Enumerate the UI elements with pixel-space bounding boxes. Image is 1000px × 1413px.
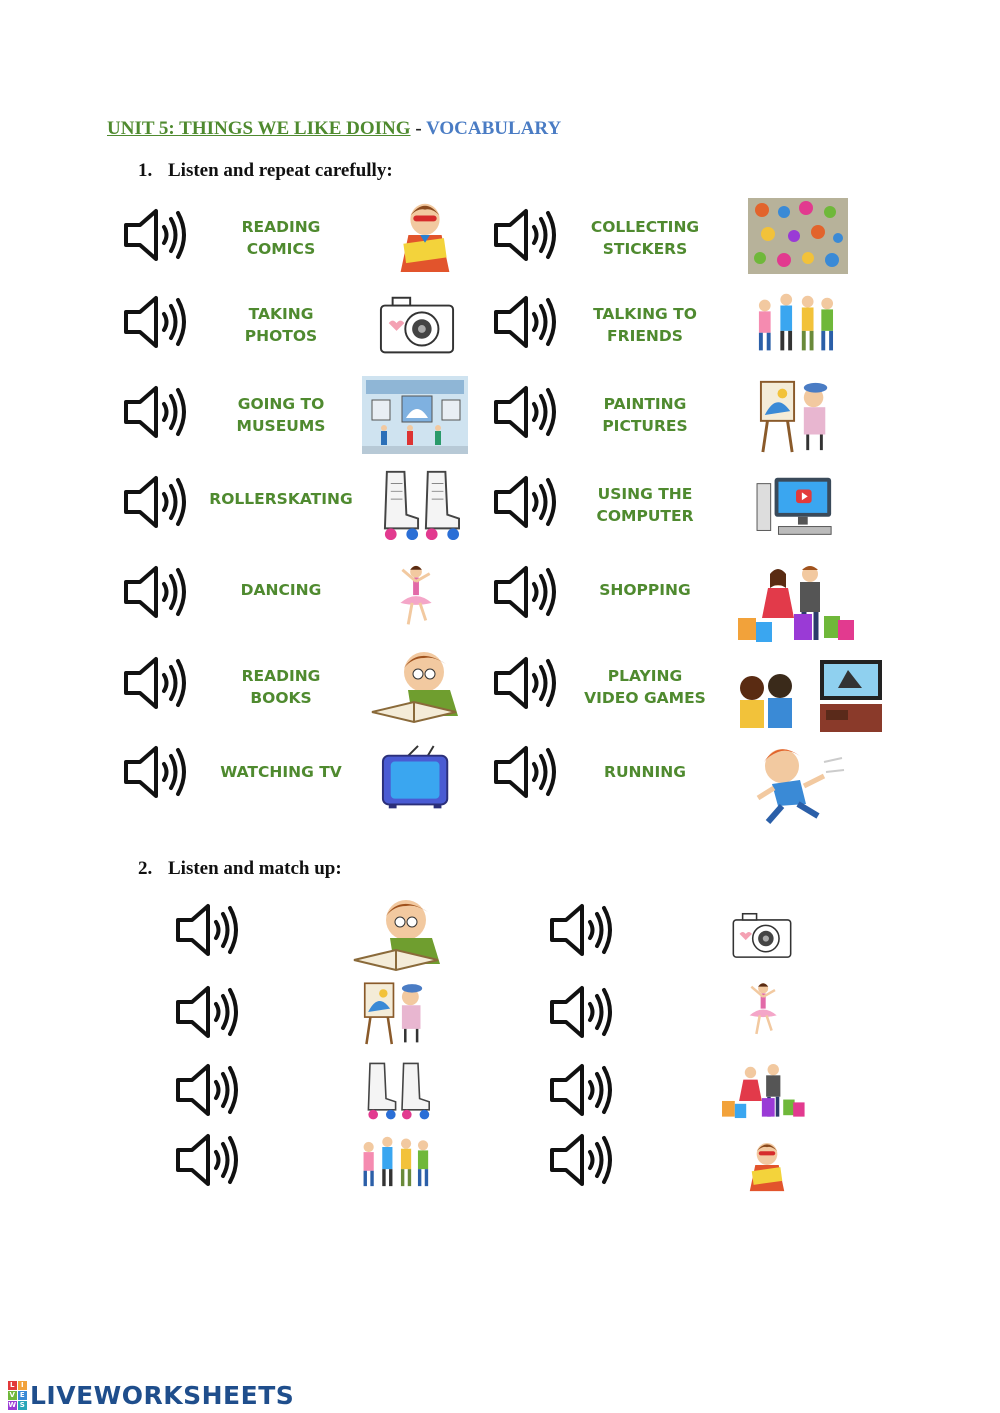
worksheet-title (107, 118, 561, 140)
museum-picture (362, 376, 468, 454)
label-line-2: FRIENDS (607, 327, 683, 345)
label-line-1: SHOPPING (599, 581, 691, 599)
title-vocabulary: VOCABULARY (426, 118, 562, 139)
section-2-heading (138, 858, 342, 880)
speaker-icon (490, 740, 558, 804)
speaker-icon (120, 380, 188, 444)
tv-picture (374, 744, 464, 827)
speaker-button[interactable] (120, 651, 188, 720)
speaker-button[interactable] (172, 1128, 240, 1197)
speaker-icon (120, 651, 188, 715)
speaker-button[interactable] (490, 380, 558, 449)
vocab-label (206, 568, 356, 612)
section-1-text: Listen and repeat carefully: (168, 160, 393, 181)
speaker-button[interactable] (490, 740, 558, 809)
match-picture-reading-comics[interactable] (736, 1128, 798, 1202)
vocab-label (570, 297, 720, 353)
label-line-1: GOING TO (237, 395, 325, 413)
speaker-icon (120, 740, 188, 804)
speaker-button[interactable] (546, 1128, 614, 1197)
speaker-icon (172, 1058, 240, 1122)
speaker-icon (490, 651, 558, 715)
vocab-label (570, 568, 720, 612)
label-line-2: BOOKS (250, 689, 312, 707)
speaker-icon (546, 1128, 614, 1192)
label-line-2: PICTURES (602, 417, 688, 435)
computer-picture (752, 470, 842, 553)
speaker-icon (546, 898, 614, 962)
shopping-picture (738, 564, 856, 644)
vocab-label (570, 477, 720, 533)
camera-picture (372, 288, 462, 371)
painting-picture (752, 376, 842, 459)
label-line-2: STICKERS (602, 240, 688, 258)
speaker-icon (120, 203, 188, 267)
speaker-icon (490, 380, 558, 444)
vocab-label (570, 659, 720, 715)
speaker-button[interactable] (120, 380, 188, 449)
match-picture-reading-books[interactable] (350, 894, 446, 974)
label-line-1: PAINTING (603, 395, 687, 413)
video-games-picture (738, 658, 884, 732)
label-line-1: ROLLERSKATING (209, 490, 353, 508)
stickers-picture (748, 198, 848, 274)
speaker-button[interactable] (490, 651, 558, 720)
vocab-label (570, 750, 720, 794)
section-2-number: 2. (138, 858, 153, 879)
label-line-2: PHOTOS (244, 327, 318, 345)
speaker-button[interactable] (490, 470, 558, 539)
label-line-2: COMICS (246, 240, 316, 258)
speaker-button[interactable] (490, 203, 558, 272)
speaker-button[interactable] (172, 898, 240, 967)
speaker-icon (172, 980, 240, 1044)
speaker-button[interactable] (490, 290, 558, 359)
vocab-label (570, 387, 720, 443)
vocab-label (570, 210, 720, 266)
label-line-1: DANCING (240, 581, 322, 599)
speaker-icon (490, 290, 558, 354)
speaker-button[interactable] (546, 898, 614, 967)
match-picture-painting[interactable] (358, 976, 434, 1048)
speaker-button[interactable] (172, 1058, 240, 1127)
logo-mark: L I V E W S (8, 1381, 26, 1409)
label-line-1: USING THE (597, 485, 693, 503)
speaker-button[interactable] (172, 980, 240, 1049)
rollerskates-picture (376, 464, 466, 547)
speaker-icon (120, 470, 188, 534)
vocab-label (206, 210, 356, 266)
match-picture-rollerskates[interactable] (362, 1056, 434, 1122)
speaker-button[interactable] (120, 470, 188, 539)
reading-books-picture (368, 646, 464, 726)
section-1-heading (138, 160, 393, 182)
speaker-icon (172, 898, 240, 962)
title-separator: - (415, 118, 422, 139)
speaker-icon (546, 980, 614, 1044)
speaker-button[interactable] (120, 290, 188, 359)
label-line-2: COMPUTER (596, 507, 694, 525)
vocab-label (206, 387, 356, 443)
section-2-text: Listen and match up: (168, 858, 342, 879)
label-line-1: COLLECTING (590, 218, 700, 236)
vocab-label (206, 750, 356, 794)
match-picture-friends[interactable] (352, 1130, 438, 1198)
speaker-icon (120, 560, 188, 624)
label-line-1: READING (241, 218, 321, 236)
speaker-button[interactable] (120, 740, 188, 809)
label-line-1: TAKING (248, 305, 314, 323)
speaker-icon (546, 1058, 614, 1122)
match-picture-camera[interactable] (722, 906, 802, 968)
speaker-button[interactable] (120, 560, 188, 629)
speaker-button[interactable] (490, 560, 558, 629)
label-line-2: MUSEUMS (236, 417, 326, 435)
label-line-1: WATCHING TV (220, 763, 342, 781)
vocab-label (206, 659, 356, 715)
label-line-1: TALKING TO (593, 305, 697, 323)
match-picture-dancer[interactable] (726, 976, 802, 1048)
section-1-number: 1. (138, 160, 153, 181)
match-picture-shopping[interactable] (722, 1062, 806, 1120)
reading-comics-picture (380, 196, 470, 279)
label-line-2: VIDEO GAMES (584, 689, 706, 707)
liveworksheets-logo (8, 1381, 294, 1410)
label-line-1: RUNNING (604, 763, 686, 781)
speaker-icon (490, 203, 558, 267)
logo-text: LIVEWORKSHEETS (30, 1381, 295, 1410)
speaker-icon (490, 470, 558, 534)
vocab-label (206, 477, 356, 521)
speaker-button[interactable] (120, 203, 188, 272)
speaker-button[interactable] (546, 980, 614, 1049)
label-line-1: READING (241, 667, 321, 685)
speaker-button[interactable] (546, 1058, 614, 1127)
friends-picture (750, 286, 840, 369)
label-line-1: PLAYING (607, 667, 683, 685)
running-picture (748, 742, 846, 828)
speaker-icon (490, 560, 558, 624)
title-unit: UNIT 5: THINGS WE LIKE DOING (107, 118, 411, 139)
speaker-icon (120, 290, 188, 354)
speaker-icon (172, 1128, 240, 1192)
dancer-picture (372, 560, 462, 643)
vocab-label (206, 297, 356, 353)
